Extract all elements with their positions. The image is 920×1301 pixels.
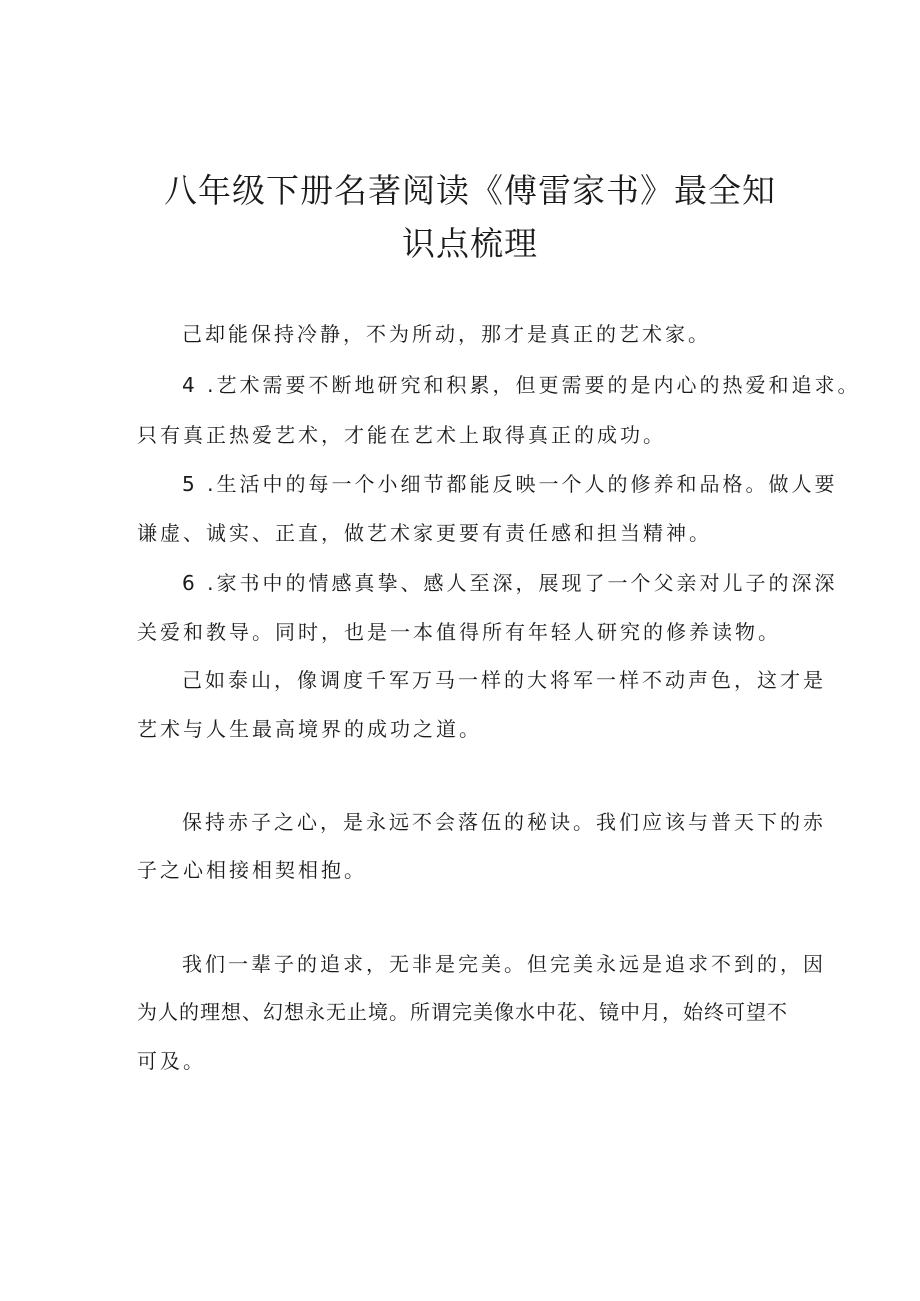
page-title-line-1: 八年级下册名著阅读《傅雷家书》最全知: [164, 171, 776, 210]
point-6-line-1: 6 .家书中的情感真挚、感人至深，展现了一个父亲对儿子的深深: [182, 571, 838, 595]
paragraph-2-line-2: 艺术与人生最高境界的成功之道。: [137, 717, 482, 741]
paragraph-1-line-1: 己却能保持冷静，不为所动，那才是真正的艺术家。: [182, 322, 711, 346]
paragraph-3-line-2: 子之心相接相契相抱。: [137, 858, 367, 882]
paragraph-4-line-2: 为人的理想、幻想永无止境。所谓完美像水中花、镜中月，始终可望不: [137, 1000, 788, 1024]
point-4-line-1: 4 .艺术需要不断地研究和积累，但更需要的是内心的热爱和追求。: [182, 373, 861, 397]
paragraph-4-line-3: 可及。: [137, 1049, 206, 1073]
paragraph-4-line-1: 我们一辈子的追求，无非是完美。但完美永远是追求不到的，因: [182, 952, 826, 976]
point-5-line-1: 5 .生活中的每一个小细节都能反映一个人的修养和品格。做人要: [182, 472, 838, 496]
point-6-line-2: 关爱和教导。同时，也是一本值得所有年轻人研究的修养读物。: [137, 620, 781, 644]
page-title-line-2: 识点梳理: [402, 224, 538, 263]
point-5-line-2: 谦虚、诚实、正直，做艺术家更要有责任感和担当精神。: [137, 521, 712, 545]
paragraph-3-line-1: 保持赤子之心，是永远不会落伍的秘诀。我们应该与普天下的赤: [182, 810, 826, 834]
point-4-line-2: 只有真正热爱艺术，才能在艺术上取得真正的成功。: [137, 423, 666, 447]
paragraph-2-line-1: 己如泰山，像调度千军万马一样的大将军一样不动声色，这才是: [182, 668, 826, 692]
